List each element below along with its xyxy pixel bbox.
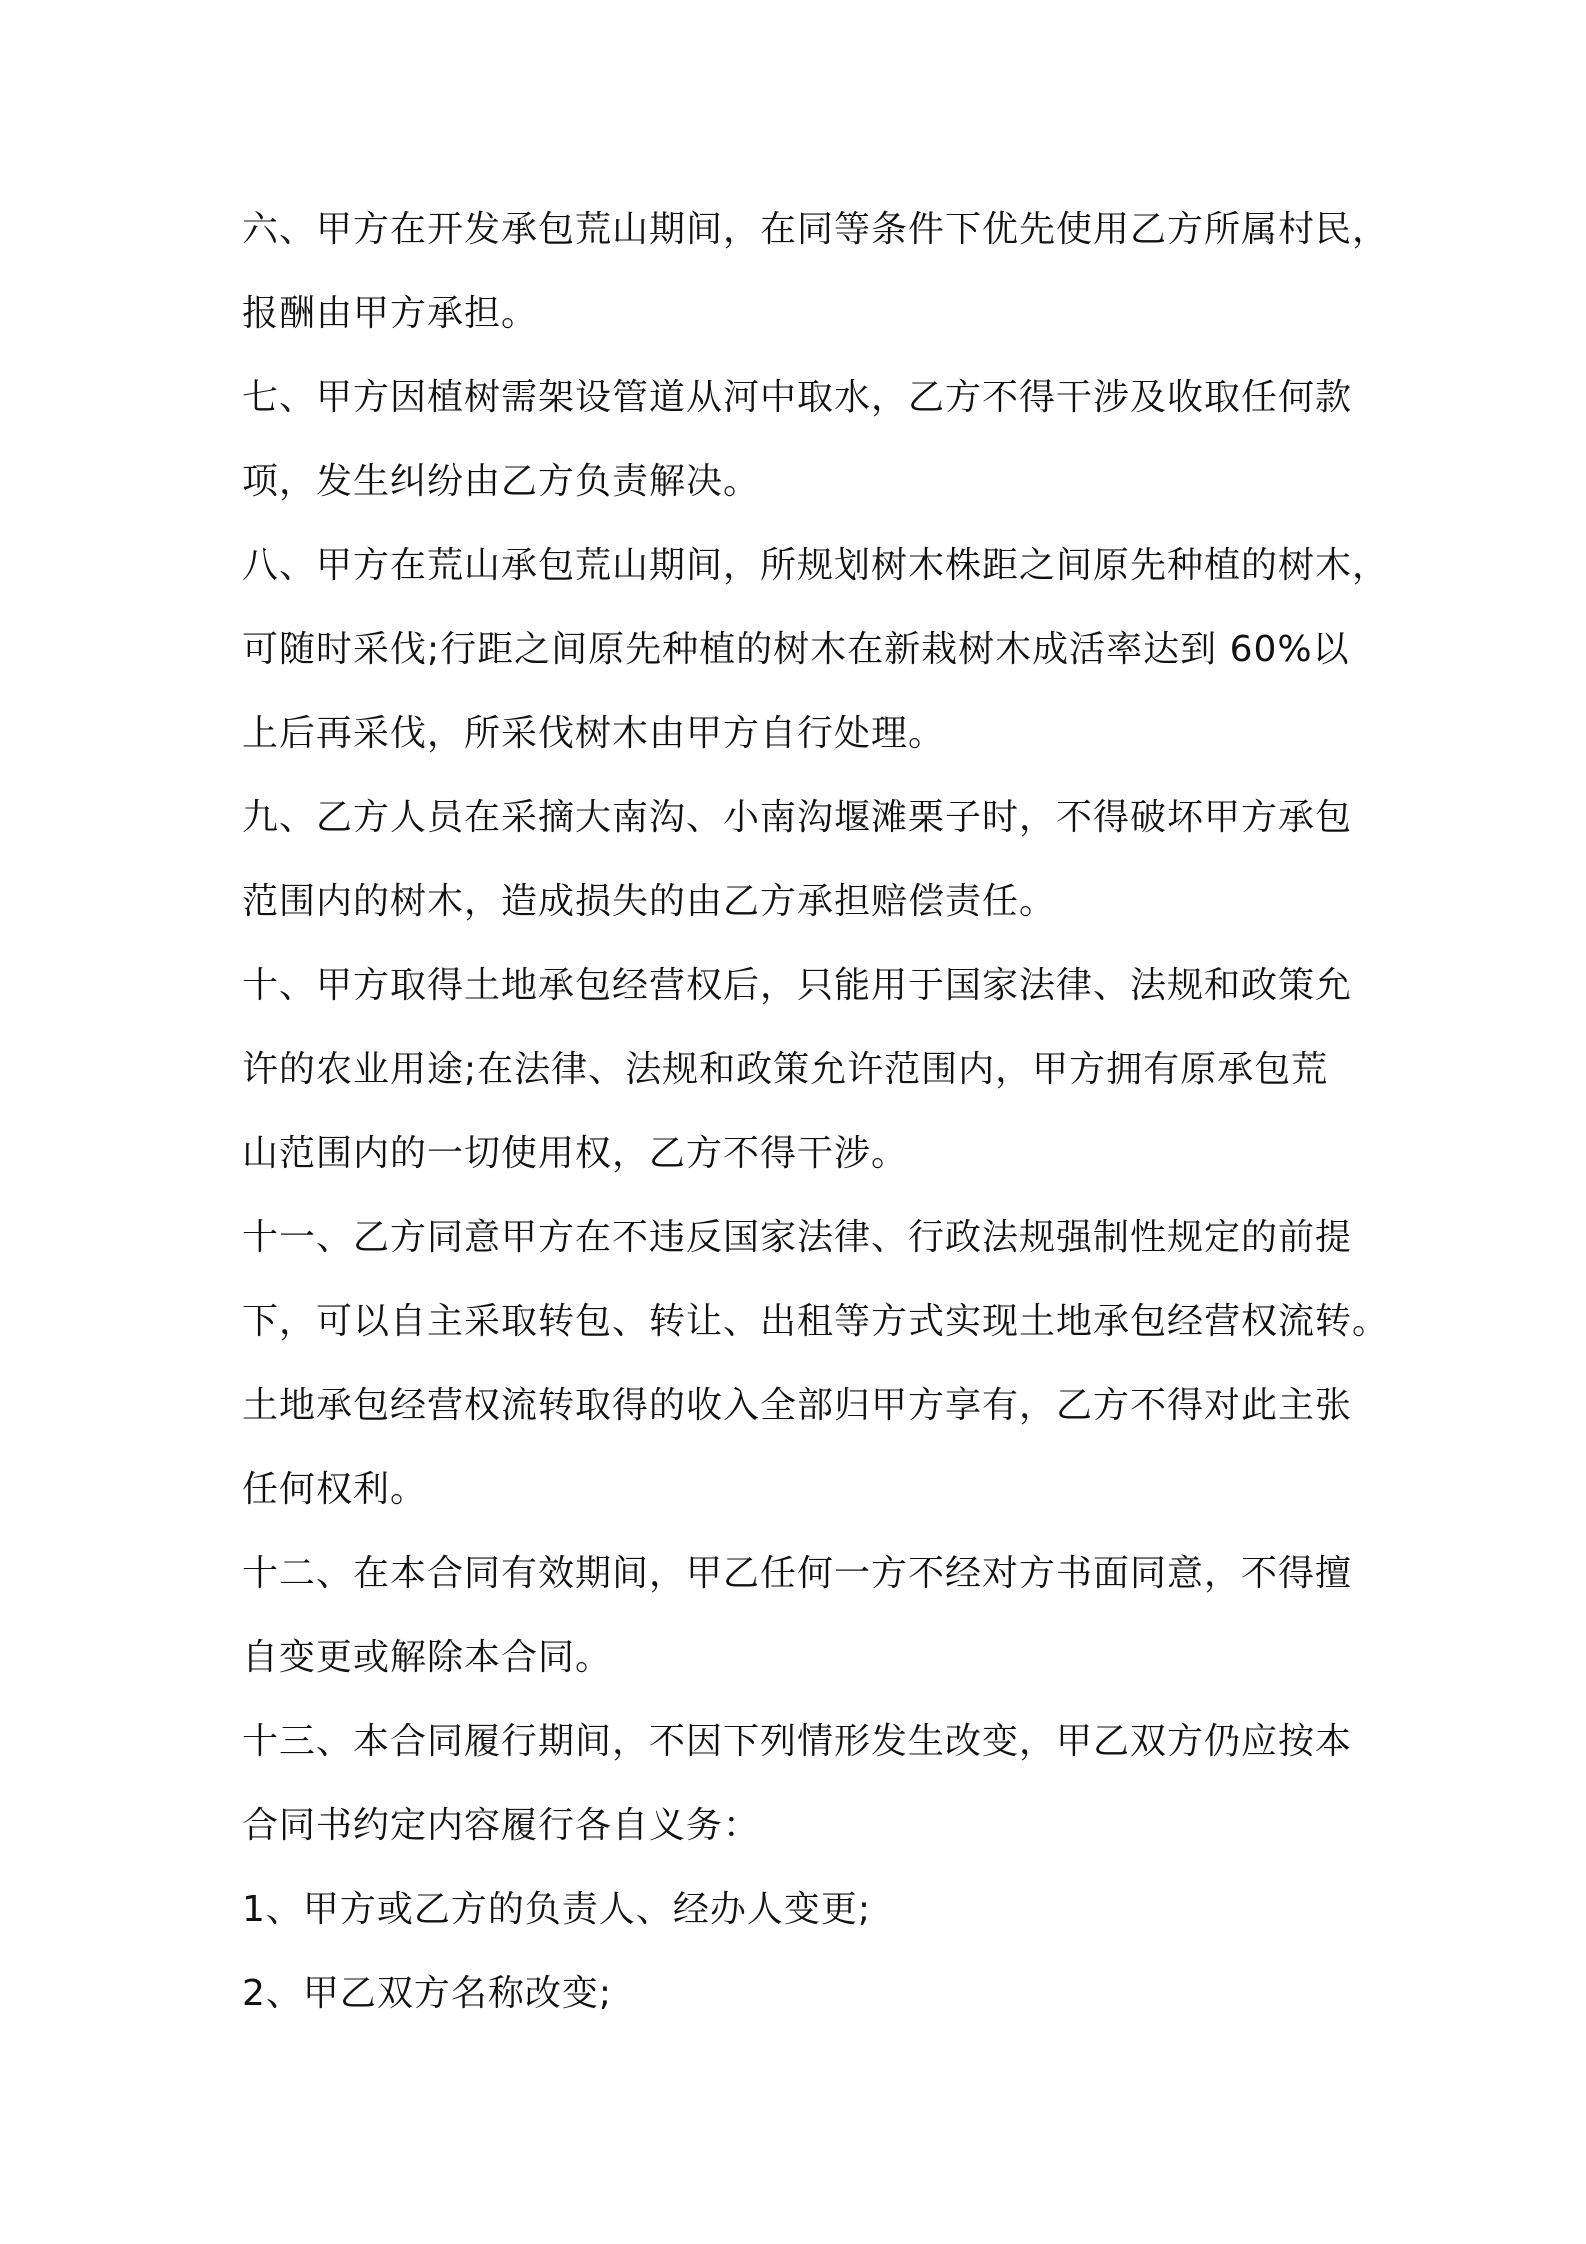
text-line-clause-7-1: 七、甲方因植树需架设管道从河中取水，乙方不得干涉及收取任何款 [242,377,1353,418]
text-line-clause-6-2: 报酬由甲方承担。 [242,293,539,334]
text-line-clause-9-1: 九、乙方人员在采摘大南沟、小南沟堰滩栗子时，不得破坏甲方承包 [242,797,1353,838]
text-line-clause-10-3: 山范围内的一切使用权，乙方不得干涉。 [242,1133,909,1174]
text-line-clause-13-2: 合同书约定内容履行各自义务： [242,1805,761,1846]
text-line-clause-12-1: 十二、在本合同有效期间，甲乙任何一方不经对方书面同意，不得擅 [242,1553,1353,1594]
text-line-clause-7-2: 项，发生纠纷由乙方负责解决。 [242,461,761,502]
text-line-clause-12-2: 自变更或解除本合同。 [242,1637,613,1678]
text-line-clause-8-1: 八、甲方在荒山承包荒山期间，所规划树木株距之间原先种植的树木， [242,545,1390,586]
text-line-clause-11-1: 十一、乙方同意甲方在不违反国家法律、行政法规强制性规定的前提 [242,1217,1353,1258]
text-line-clause-8-2: 可随时采伐;行距之间原先种植的树木在新栽树木成活率达到 60%以 [242,629,1350,670]
text-line-clause-6-1: 六、甲方在开发承包荒山期间，在同等条件下优先使用乙方所属村民， [242,209,1390,250]
text-line-subitem-1: 1、甲方或乙方的负责人、经办人变更; [242,1889,872,1930]
text-line-clause-9-2: 范围内的树木，造成损失的由乙方承担赔偿责任。 [242,881,1057,922]
text-line-clause-8-3: 上后再采伐，所采伐树木由甲方自行处理。 [242,713,946,754]
contract-text [242,198,1390,2046]
text-line-clause-11-4: 任何权利。 [242,1469,428,1510]
text-line-clause-11-2: 下，可以自主采取转包、转让、出租等方式实现土地承包经营权流转。 [242,1301,1390,1342]
text-line-clause-10-1: 十、甲方取得土地承包经营权后，只能用于国家法律、法规和政策允 [242,965,1353,1006]
text-line-clause-13-1: 十三、本合同履行期间，不因下列情形发生改变，甲乙双方仍应按本 [242,1721,1353,1762]
text-line-subitem-2: 2、甲乙双方名称改变; [242,1973,613,2014]
text-line-clause-10-2: 许的农业用途;在法律、法规和政策允许范围内，甲方拥有原承包荒 [242,1049,1329,1090]
text-line-clause-11-3: 土地承包经营权流转取得的收入全部归甲方享有，乙方不得对此主张 [242,1385,1353,1426]
